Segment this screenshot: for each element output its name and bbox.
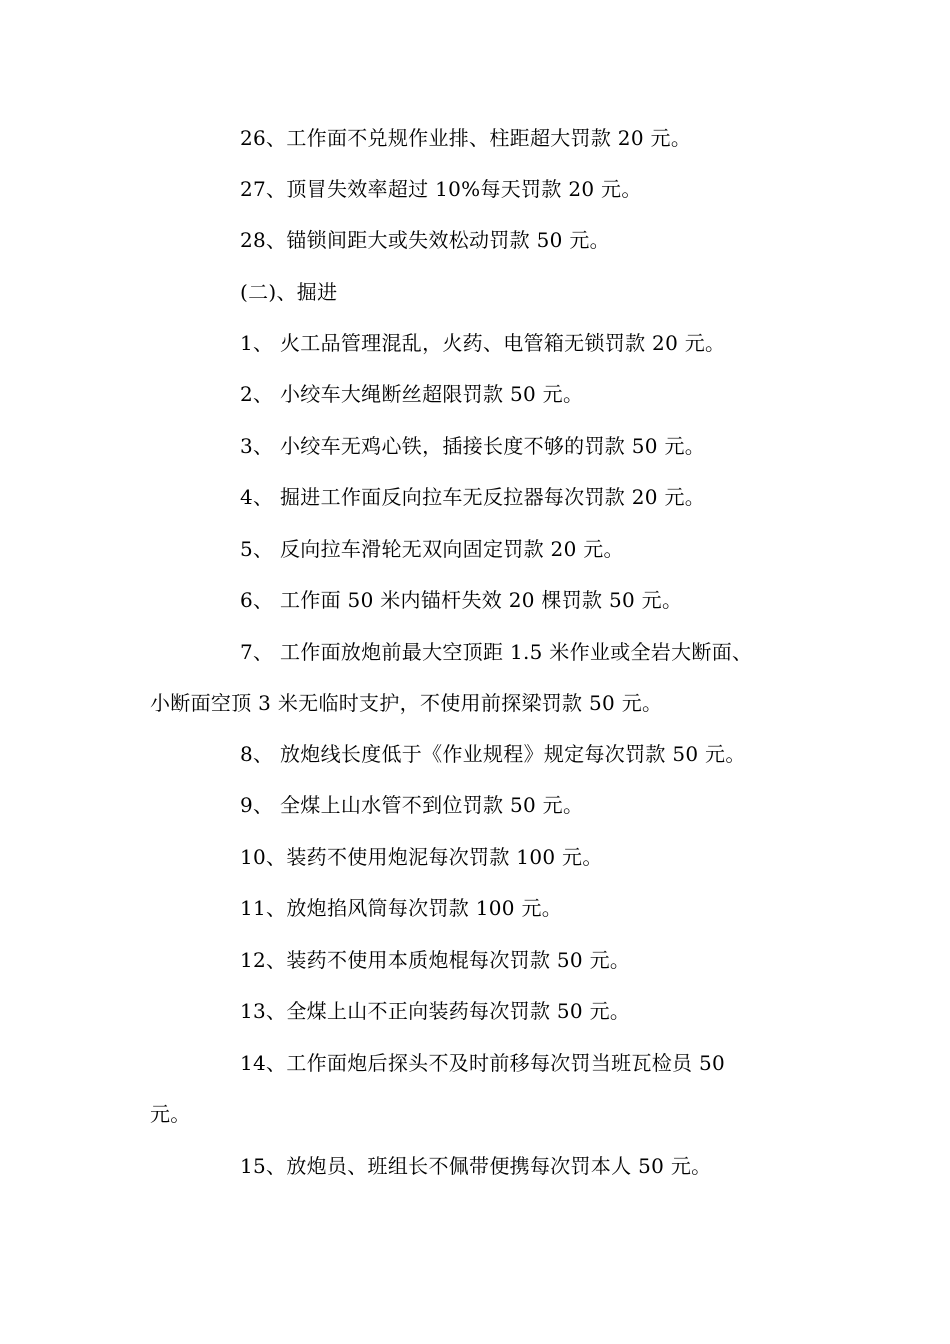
rule-excavation-4: 4、 掘进工作面反向拉车无反拉器每次罚款 20 元。 — [240, 485, 706, 509]
rule-excavation-1: 1、 火工品管理混乱，火药、电管箱无锁罚款 20 元。 — [240, 331, 726, 355]
rule-excavation-7: 7、 工作面放炮前最大空顶距 1.5 米作业或全岩大断面、 — [240, 640, 753, 664]
rule-excavation-9: 9、 全煤上山水管不到位罚款 50 元。 — [240, 793, 584, 817]
rule-excavation-13: 13、全煤上山不正向装药每次罚款 50 元。 — [240, 999, 631, 1023]
section-heading-excavation: (二)、掘进 — [240, 280, 338, 304]
rule-excavation-14: 14、工作面炮后探头不及时前移每次罚当班瓦检员 50 — [240, 1051, 726, 1075]
rule-26: 26、工作面不兑规作业排、柱距超大罚款 20 元。 — [240, 126, 692, 150]
rule-excavation-3: 3、 小绞车无鸡心铁，插接长度不够的罚款 50 元。 — [240, 434, 706, 458]
rule-excavation-10: 10、装药不使用炮泥每次罚款 100 元。 — [240, 845, 603, 869]
rule-excavation-5: 5、 反向拉车滑轮无双向固定罚款 20 元。 — [240, 537, 624, 561]
rule-excavation-15: 15、放炮员、班组长不佩带便携每次罚本人 50 元。 — [240, 1154, 712, 1178]
rule-excavation-8: 8、 放炮线长度低于《作业规程》规定每次罚款 50 元。 — [240, 742, 746, 766]
rule-excavation-14-continued: 元。 — [150, 1102, 191, 1126]
rule-excavation-11: 11、放炮掐风筒每次罚款 100 元。 — [240, 896, 563, 920]
rule-excavation-2: 2、 小绞车大绳断丝超限罚款 50 元。 — [240, 382, 584, 406]
rule-excavation-6: 6、 工作面 50 米内锚杆失效 20 棵罚款 50 元。 — [240, 588, 683, 612]
rule-excavation-7-continued: 小断面空顶 3 米无临时支护，不使用前探梁罚款 50 元。 — [150, 691, 663, 715]
rule-28: 28、锚锁间距大或失效松动罚款 50 元。 — [240, 228, 610, 252]
rule-excavation-12: 12、装药不使用本质炮棍每次罚款 50 元。 — [240, 948, 631, 972]
rule-27: 27、顶冒失效率超过 10%每天罚款 20 元。 — [240, 177, 642, 201]
